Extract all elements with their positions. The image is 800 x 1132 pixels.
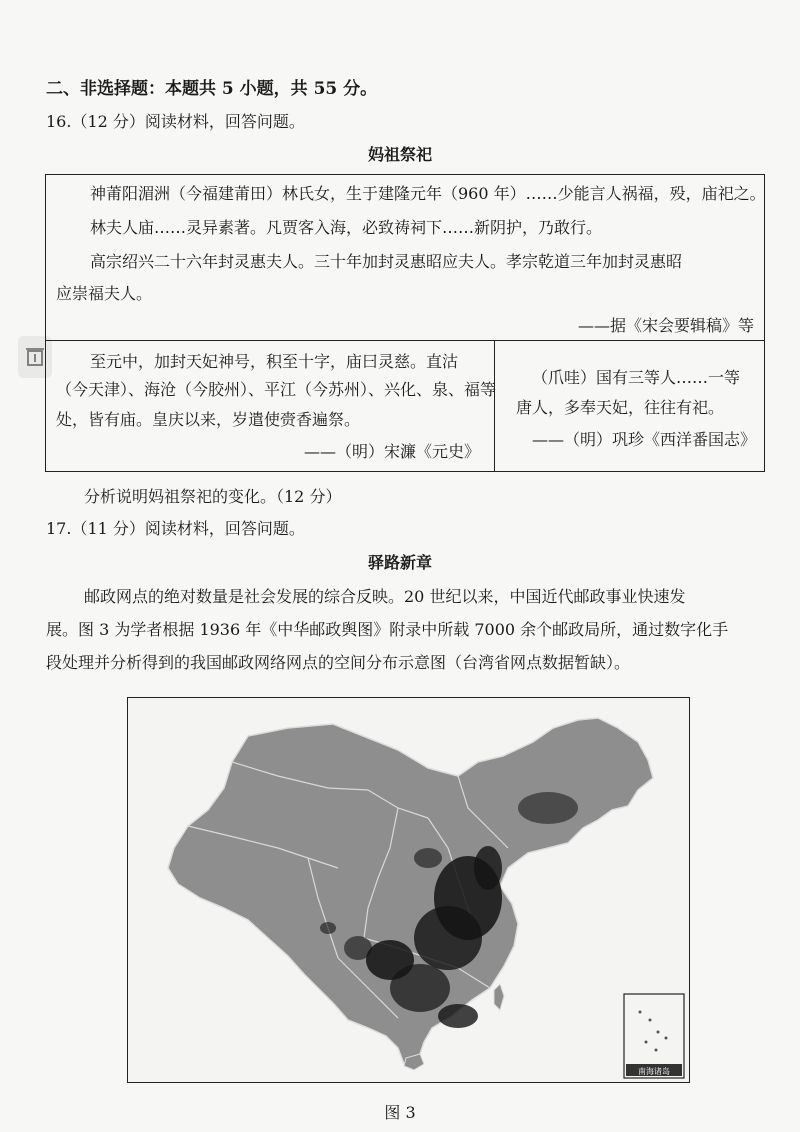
- q17-stem: 17.（11 分）阅读材料，回答问题。: [46, 519, 305, 538]
- china-postal-map: [128, 698, 688, 1081]
- section-heading: 二、非选择题：本题共 5 小题，共 55 分。: [46, 79, 378, 99]
- box-divider-horizontal: [46, 340, 764, 341]
- figure-caption: 图 3: [384, 1103, 416, 1122]
- q17-paragraph-line1: 邮政网点的绝对数量是社会发展的综合反映。20 世纪以来，中国近代邮政事业快速发: [84, 587, 686, 606]
- south-china-sea-inset: [624, 994, 684, 1078]
- material-right-line2: 唐人，多奉天妃，往往有祀。: [516, 398, 725, 417]
- material-left-line2: （今天津）、海沧（今胶州）、平江（今苏州）、兴化、泉、福等: [56, 380, 497, 399]
- taiwan-island: [494, 984, 504, 1010]
- q16-title: 妈祖祭祀: [367, 145, 432, 164]
- q16-question: 分析说明妈祖祭祀的变化。（12 分）: [84, 487, 342, 506]
- material-top-line2: 林夫人庙……灵异素著。凡贾客入海，必致祷祠下……新阴护，乃敢行。: [90, 218, 603, 237]
- figure-3-map: [127, 697, 690, 1083]
- material-right-line1: （爪哇）国有三等人……一等: [532, 368, 741, 387]
- material-right-source: ——（明）巩珍《西洋番国志》: [532, 430, 757, 449]
- q17-paragraph-line3: 段处理并分析得到的我国邮政网络网点的空间分布示意图（台湾省网点数据暂缺）。: [46, 653, 631, 672]
- q16-material-box: [45, 174, 765, 472]
- box-divider-vertical: [494, 340, 495, 471]
- q17-title: 驿路新章: [367, 553, 432, 572]
- q17-paragraph-line2: 展。图 3 为学者根据 1936 年《中华邮政舆图》附录中所载 7000 余个邮政局所，通过数字化手: [46, 620, 729, 639]
- q16-stem: 16.（12 分）阅读材料，回答问题。: [46, 112, 305, 131]
- material-left-line3: 处，皆有庙。皇庆以来，岁遣使赍香遍祭。: [56, 410, 361, 429]
- south-china-sea-inset-label: 南海诸岛: [638, 1067, 670, 1076]
- material-left-source: ——（明）宋濂《元史》: [304, 442, 481, 461]
- material-top-line3: 高宗绍兴二十六年封灵惠夫人。三十年加封灵惠昭应夫人。孝宗乾道三年加封灵惠昭: [90, 252, 683, 271]
- material-top-line1: 神莆阳湄洲（今福建莆田）林氏女，生于建隆元年（960 年）……少能言人祸福，殁，庙祀之。: [90, 184, 766, 203]
- map-landmass: [168, 718, 653, 1064]
- material-left-line1: 至元中，加封天妃神号，积至十字，庙曰灵慈。直沽: [90, 352, 459, 371]
- material-top-source: ——据《宋会要辑稿》等: [577, 316, 754, 335]
- page-view-icon: [25, 346, 45, 368]
- material-top-line4: 应崇福夫人。: [56, 284, 153, 303]
